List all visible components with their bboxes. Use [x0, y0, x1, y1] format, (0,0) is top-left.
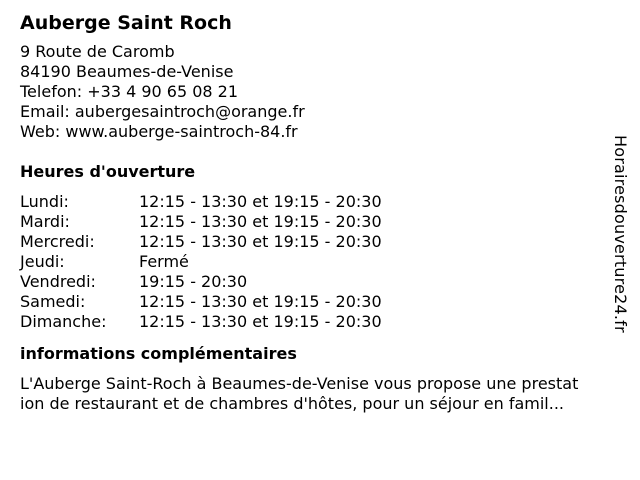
hours-row — [20, 312, 610, 332]
hours-row — [20, 292, 610, 312]
phone-number: Telefon: +33 4 90 65 08 21 — [20, 82, 239, 101]
day-hours: 19:15 - 20:30 — [139, 272, 248, 291]
business-name: Auberge Saint Roch — [20, 12, 232, 34]
day-label: Dimanche: — [20, 312, 107, 331]
day-label: Samedi: — [20, 292, 86, 311]
day-hours: 12:15 - 13:30 et 19:15 - 20:30 — [139, 232, 382, 251]
hours-row — [20, 252, 610, 272]
hours-table — [20, 192, 610, 332]
day-label: Jeudi: — [20, 252, 65, 271]
description-line: ion de restaurant et de chambres d'hôtes, pour un séjour en famil... — [20, 394, 565, 413]
day-hours: 12:15 - 13:30 et 19:15 - 20:30 — [139, 212, 382, 231]
description-line: L'Auberge Saint-Roch à Beaumes-de-Venise vous propose une prestat — [20, 374, 579, 393]
day-label: Mardi: — [20, 212, 70, 231]
day-label: Mercredi: — [20, 232, 95, 251]
hours-title: Heures d'ouverture — [20, 162, 196, 181]
day-hours: 12:15 - 13:30 et 19:15 - 20:30 — [139, 292, 382, 311]
site-watermark: Horairesdouverture24.fr — [611, 135, 630, 333]
hours-row — [20, 192, 610, 212]
website-address: Web: www.auberge-saintroch-84.fr — [20, 122, 298, 141]
day-label: Lundi: — [20, 192, 69, 211]
day-hours: 12:15 - 13:30 et 19:15 - 20:30 — [139, 192, 382, 211]
city-address: 84190 Beaumes-de-Venise — [20, 62, 234, 81]
day-hours: Fermé — [139, 252, 189, 271]
day-hours: 12:15 - 13:30 et 19:15 - 20:30 — [139, 312, 382, 331]
hours-row — [20, 272, 610, 292]
email-address: Email: aubergesaintroch@orange.fr — [20, 102, 305, 121]
business-card — [20, 10, 610, 414]
hours-row — [20, 232, 610, 252]
contact-block — [20, 42, 610, 142]
description — [20, 374, 630, 414]
day-label: Vendredi: — [20, 272, 96, 291]
info-title: informations complémentaires — [20, 344, 297, 363]
hours-row — [20, 212, 610, 232]
street-address: 9 Route de Caromb — [20, 42, 175, 61]
